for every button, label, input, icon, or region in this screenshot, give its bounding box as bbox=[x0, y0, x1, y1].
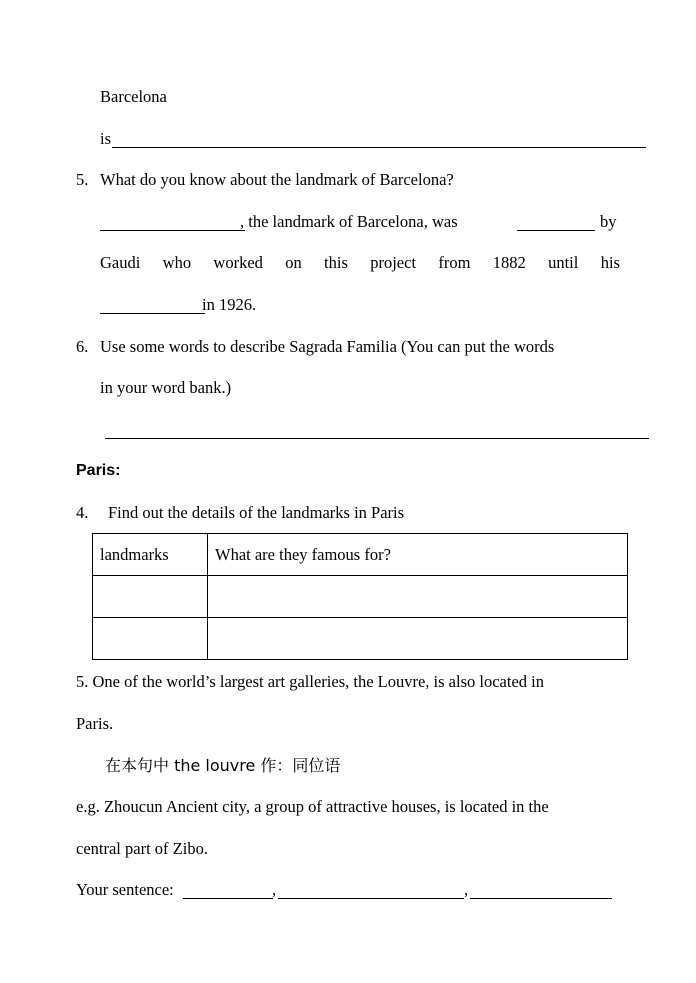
word: this bbox=[324, 253, 348, 272]
example-sentence-2: central part of Zibo. bbox=[76, 839, 208, 858]
question-5-number: 5. bbox=[76, 170, 89, 189]
table-cell[interactable] bbox=[93, 618, 208, 660]
paris-question-5-text2: Paris. bbox=[76, 714, 114, 733]
question-6-text2: in your word bank.) bbox=[100, 378, 232, 397]
table-header-row bbox=[93, 534, 628, 576]
answer-blank-death[interactable] bbox=[100, 313, 205, 314]
question-5-text: What do you know about the landmark of Barcelona? bbox=[100, 170, 454, 189]
table-cell[interactable] bbox=[208, 576, 628, 618]
word: from bbox=[438, 253, 471, 272]
question-5-line3-text: in 1926. bbox=[202, 295, 257, 314]
question-6-number: 6. bbox=[76, 337, 89, 356]
word: until bbox=[548, 253, 579, 272]
question-5-line1-text: , the landmark of Barcelona, was bbox=[240, 212, 458, 231]
word: on bbox=[285, 253, 302, 272]
table-cell[interactable] bbox=[93, 576, 208, 618]
is-label: is bbox=[100, 129, 112, 148]
your-sentence-blank-1[interactable] bbox=[183, 898, 273, 899]
paris-question-5-text: 5. One of the world’s largest art galleries, the Louvre, is also located in bbox=[76, 672, 544, 691]
word: his bbox=[600, 253, 620, 272]
question-5-line1-by: by bbox=[600, 212, 617, 231]
table-cell[interactable] bbox=[208, 618, 628, 660]
word: 1882 bbox=[492, 253, 526, 272]
table-row bbox=[93, 618, 628, 660]
answer-line-q6[interactable] bbox=[105, 438, 649, 439]
answer-blank-verb[interactable] bbox=[517, 230, 595, 231]
your-sentence-blank-2[interactable] bbox=[278, 898, 464, 899]
comma: , bbox=[464, 880, 469, 899]
barcelona-label: Barcelona bbox=[100, 87, 167, 106]
table-header-landmarks: landmarks bbox=[93, 534, 208, 576]
paris-question-4-text: Find out the details of the landmarks in Paris bbox=[108, 503, 405, 522]
question-6-text: Use some words to describe Sagrada Familia (You can put the words bbox=[100, 337, 555, 356]
word: project bbox=[370, 253, 417, 272]
paris-heading: Paris: bbox=[76, 462, 121, 479]
table-row bbox=[93, 576, 628, 618]
word: who bbox=[162, 253, 192, 272]
word: Gaudi bbox=[100, 253, 141, 272]
question-5-line2 bbox=[100, 253, 620, 273]
comma: , bbox=[272, 880, 277, 899]
landmarks-table bbox=[92, 533, 628, 660]
example-sentence: e.g. Zhoucun Ancient city, a group of attractive houses, is located in the bbox=[76, 797, 549, 816]
word: worked bbox=[213, 253, 263, 272]
your-sentence-blank-3[interactable] bbox=[470, 898, 612, 899]
your-sentence-label: Your sentence: bbox=[76, 880, 174, 899]
answer-blank-landmark[interactable] bbox=[100, 230, 245, 231]
answer-line-is[interactable] bbox=[112, 147, 646, 148]
table-header-famous-for: What are they famous for? bbox=[208, 534, 628, 576]
paris-question-4-number: 4. bbox=[76, 503, 89, 522]
grammar-note: 在本句中 the louvre 作：同位语 bbox=[105, 756, 341, 775]
